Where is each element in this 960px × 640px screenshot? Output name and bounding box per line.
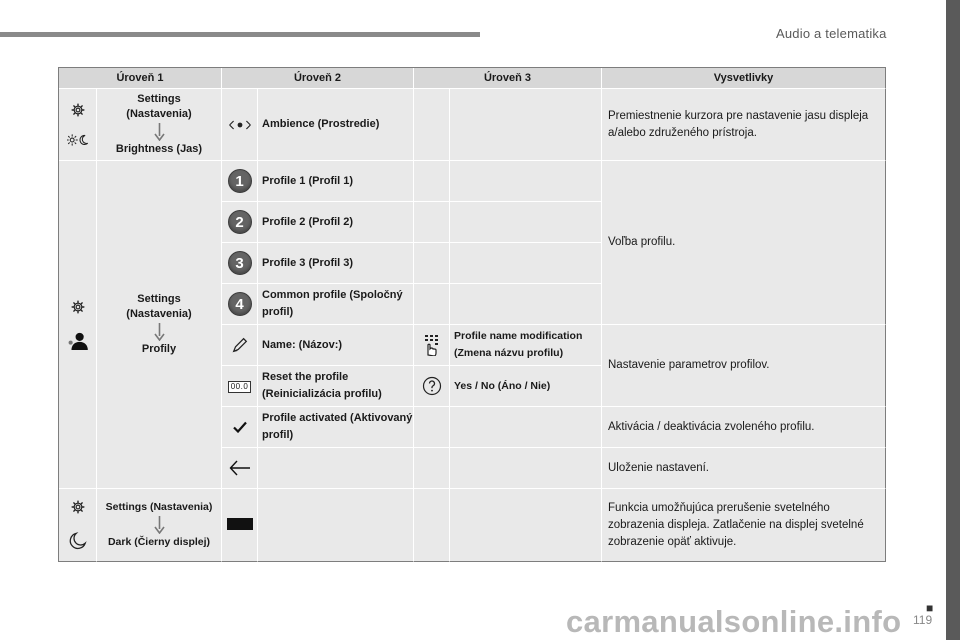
icon-cell — [222, 448, 258, 489]
empty-cell — [414, 161, 450, 202]
description-cell: Nastavenie parametrov profilov. — [602, 325, 886, 407]
level1-dark-label: Dark (Čierny displej) — [107, 536, 211, 548]
icon-cell — [222, 366, 258, 407]
arrow-down-icon — [154, 123, 165, 141]
icon-cell — [222, 284, 258, 325]
checkmark-icon — [222, 421, 257, 433]
icon-cell — [414, 325, 450, 366]
level2-common-profile-label: Common profile (Spoločný profil) — [258, 284, 414, 325]
level3-yes-no-label: Yes / No (Áno / Nie) — [450, 366, 602, 407]
icon-cell — [222, 489, 258, 562]
description-cell: Uloženie nastavení. — [602, 448, 886, 489]
level2-profile3-label: Profile 3 (Profil 3) — [258, 243, 414, 284]
black-screen-icon — [227, 518, 253, 530]
page-number: 119 — [913, 613, 933, 627]
level1-cell — [97, 89, 222, 161]
gear-icon — [71, 103, 85, 117]
icon-cell — [414, 366, 450, 407]
empty-cell — [450, 161, 602, 202]
reset-counter-icon: 00.0 — [228, 381, 252, 393]
side-bullet: ■ — [926, 601, 934, 615]
section-title: Audio a telematika — [776, 26, 887, 41]
icon-cell — [222, 407, 258, 448]
level3-name-modification-label: Profile name modification (Zmena názvu profilu) — [450, 325, 602, 366]
empty-cell — [414, 89, 450, 161]
level2-ambience-label: Ambience (Prostredie) — [258, 89, 414, 161]
empty-cell — [450, 448, 602, 489]
level2-profile2-label: Profile 2 (Profil 2) — [258, 202, 414, 243]
empty-cell — [258, 489, 414, 562]
level1-settings-label: Settings (Nastavenia) — [105, 501, 213, 513]
level1-cell — [97, 489, 222, 562]
empty-cell — [414, 489, 450, 562]
description-cell: Aktivácia / deaktivácia zvoleného profilu. — [602, 407, 886, 448]
empty-cell — [414, 243, 450, 284]
pencil-icon — [222, 336, 257, 354]
empty-cell — [258, 448, 414, 489]
profile-4-badge: 4 — [228, 292, 252, 316]
gear-icon — [71, 300, 85, 314]
arrow-down-icon — [154, 323, 165, 341]
right-rail — [946, 0, 960, 640]
table-row — [59, 161, 886, 202]
level2-profile1-label: Profile 1 (Profil 1) — [258, 161, 414, 202]
level1-cell — [97, 161, 222, 489]
back-arrow-icon — [222, 460, 257, 476]
user-profile-icon — [67, 332, 89, 350]
col-header-level2: Úroveň 2 — [222, 68, 414, 89]
table-row — [59, 89, 886, 161]
icon-cell — [222, 89, 258, 161]
icon-cell — [59, 489, 97, 562]
empty-cell — [414, 202, 450, 243]
empty-cell — [450, 284, 602, 325]
description-cell: Voľba profilu. — [602, 161, 886, 325]
level1-settings-label: Settings (Nastavenia) — [126, 293, 192, 320]
level1-brightness-label: Brightness (Jas) — [115, 143, 203, 155]
question-circle-icon — [414, 376, 449, 396]
watermark: carmanualsonline.info — [566, 604, 902, 639]
level2-reset-label: Reset the profile (Reinicializácia profilu) — [258, 366, 414, 407]
moon-icon — [69, 532, 87, 550]
profile-1-badge: 1 — [228, 169, 252, 193]
empty-cell — [450, 89, 602, 161]
icon-cell — [222, 243, 258, 284]
table-row — [59, 489, 886, 562]
icon-cell — [222, 202, 258, 243]
icon-cell — [59, 161, 97, 489]
empty-cell — [414, 448, 450, 489]
icon-cell — [59, 89, 97, 161]
brightness-icon — [67, 133, 89, 147]
settings-table — [58, 67, 886, 562]
gear-icon — [71, 500, 85, 514]
top-rule — [0, 32, 480, 37]
header-row — [59, 68, 886, 89]
col-header-level1: Úroveň 1 — [59, 68, 222, 89]
empty-cell — [450, 202, 602, 243]
icon-cell — [222, 161, 258, 202]
profile-3-badge: 3 — [228, 251, 252, 275]
arrow-down-icon — [154, 516, 165, 534]
level1-settings-label: Settings (Nastavenia) — [126, 93, 192, 120]
description-cell: Funkcia umožňujúca prerušenie svetelného zobrazenia displeja. Zatlačenie na displej svetelné zobrazenie opäť aktivuje. — [602, 489, 886, 562]
level2-activated-label: Profile activated (Aktivovaný profil) — [258, 407, 414, 448]
keypad-hand-icon — [414, 334, 449, 356]
empty-cell — [450, 407, 602, 448]
empty-cell — [414, 284, 450, 325]
level2-name-label: Name: (Názov:) — [258, 325, 414, 366]
col-header-level3: Úroveň 3 — [414, 68, 602, 89]
level1-profiles-label: Profily — [141, 343, 177, 355]
empty-cell — [450, 243, 602, 284]
profile-2-badge: 2 — [228, 210, 252, 234]
empty-cell — [414, 407, 450, 448]
ambience-eye-icon — [222, 119, 257, 131]
col-header-explanation: Vysvetlivky — [602, 68, 886, 89]
icon-cell — [222, 325, 258, 366]
empty-cell — [450, 489, 602, 562]
description-cell: Premiestnenie kurzora pre nastavenie jasu displeja a/alebo združeného prístroja. — [602, 89, 886, 161]
